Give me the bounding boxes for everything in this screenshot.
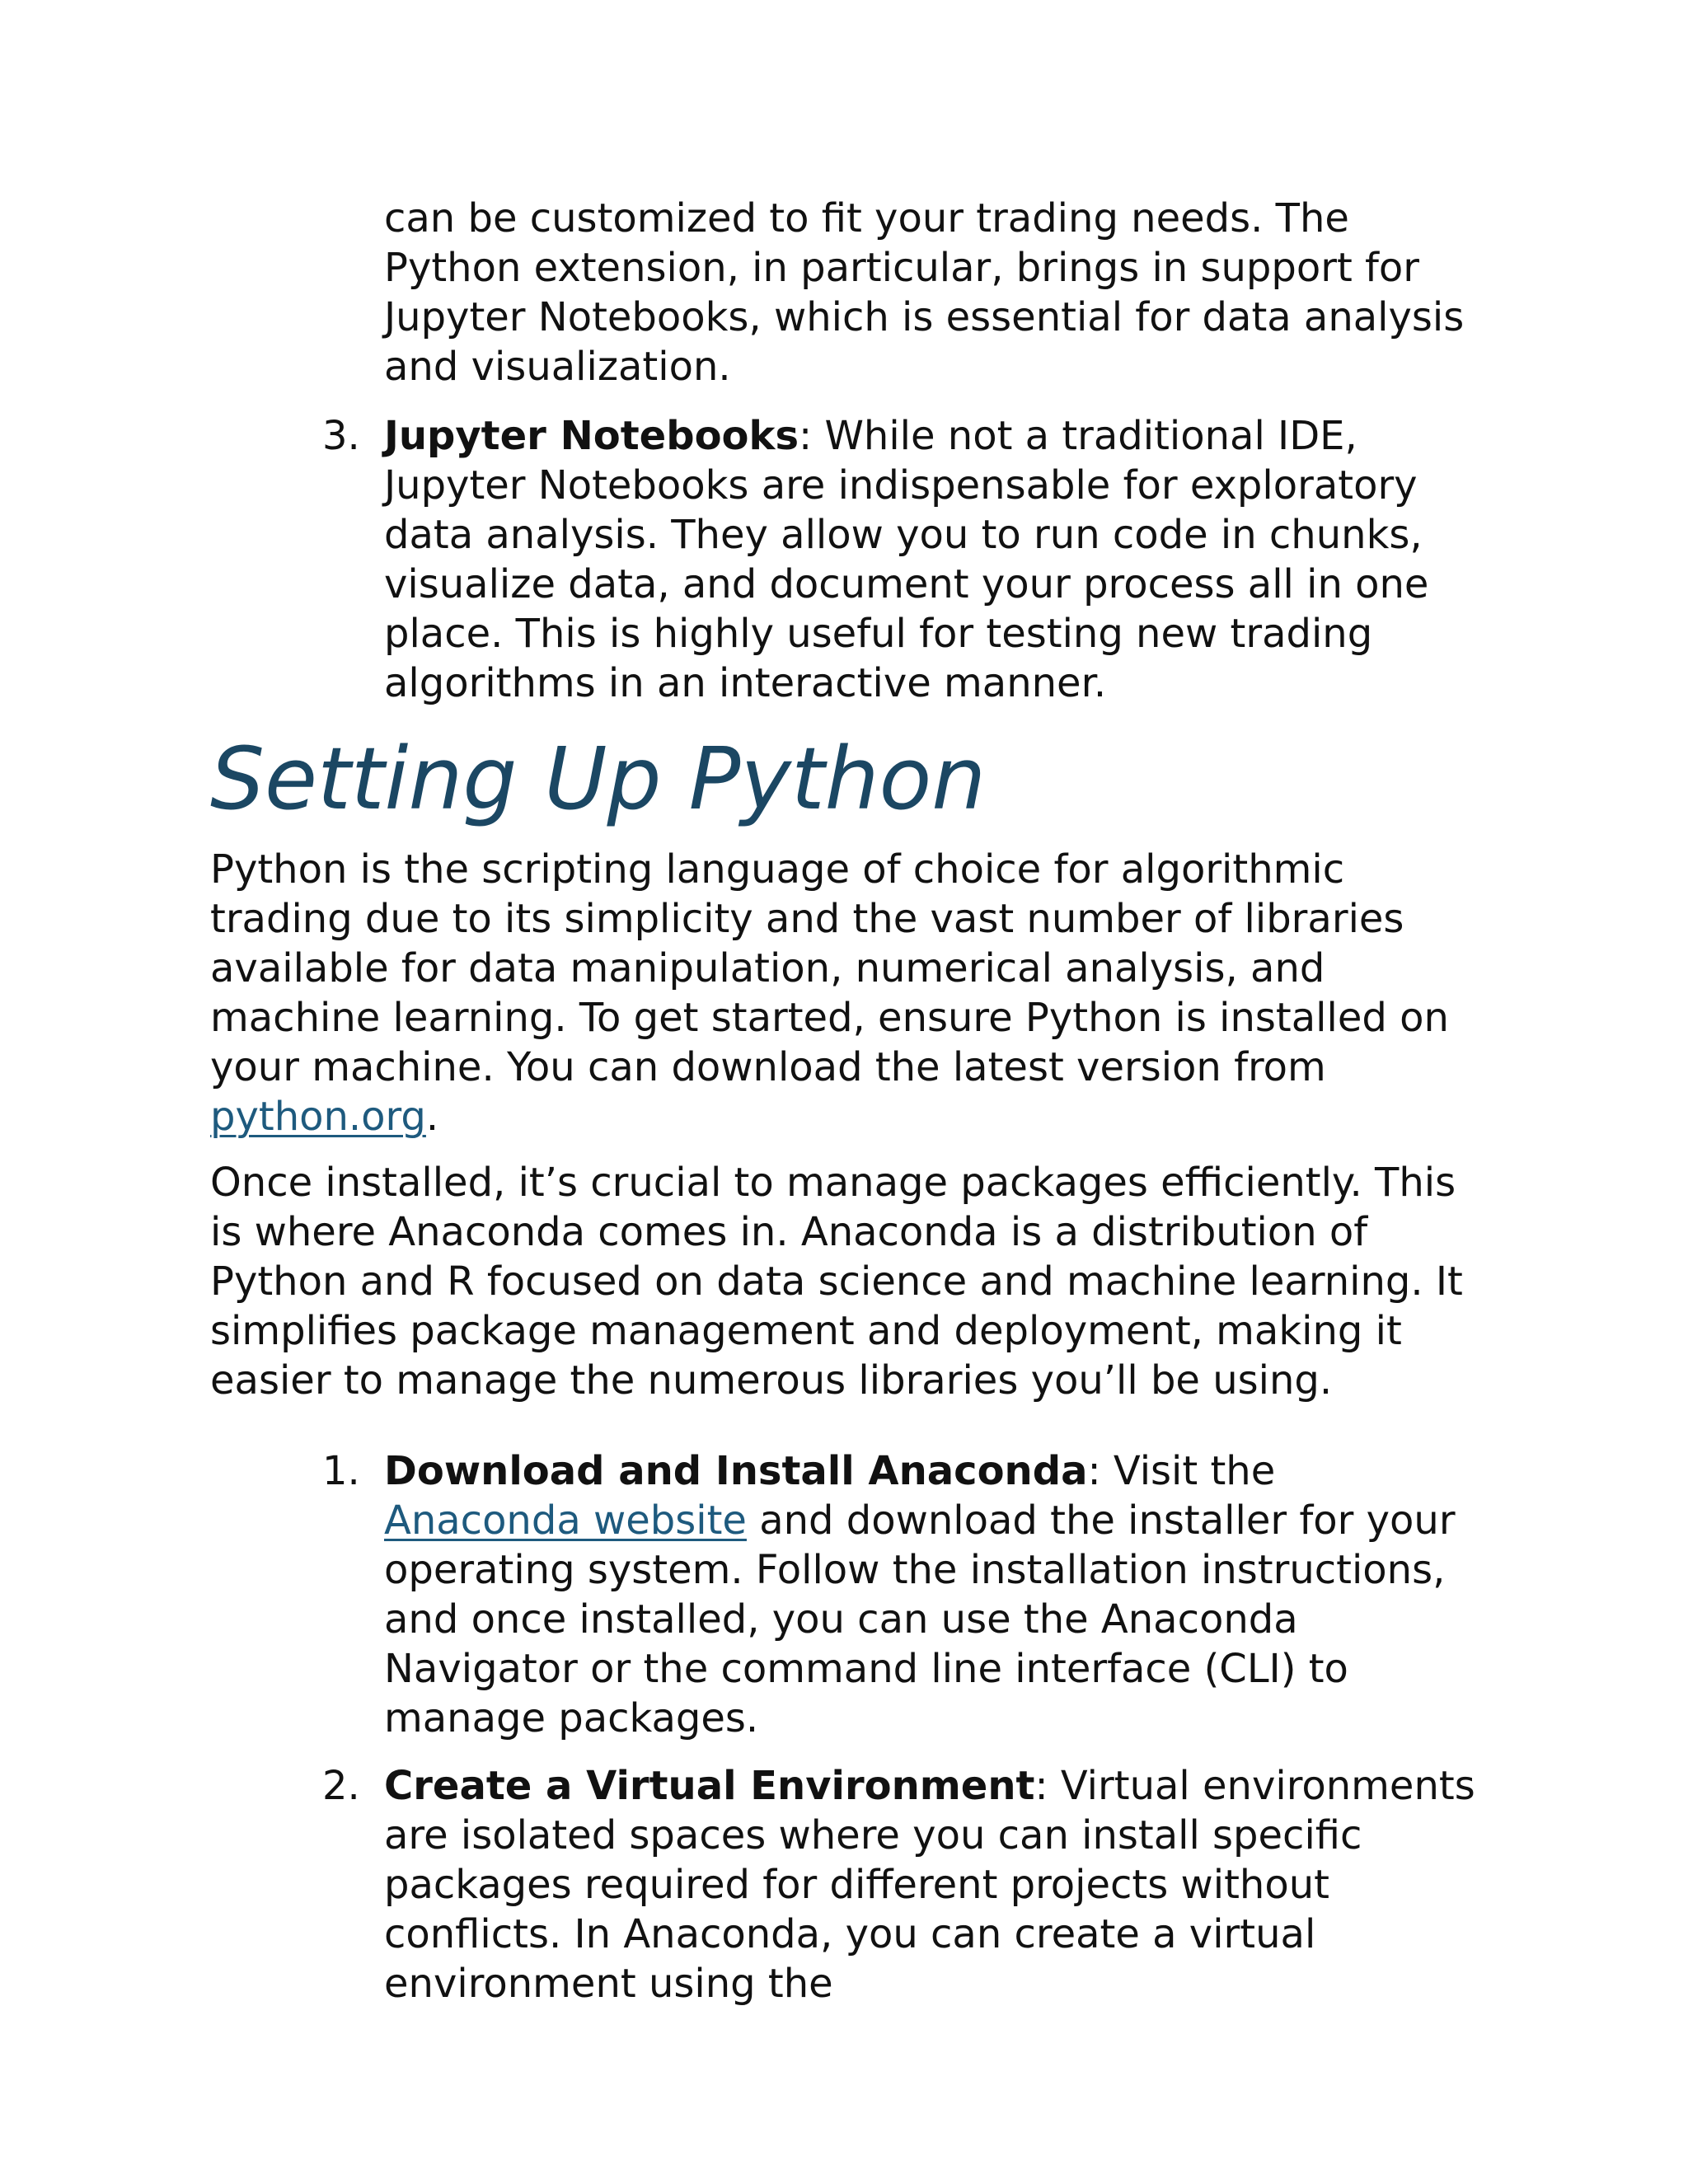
ide-list [210, 194, 1479, 708]
list-number: 1. [322, 1448, 360, 1494]
list-number: 2. [322, 1763, 360, 1809]
section-heading: Setting Up Python [210, 729, 987, 829]
list-item-jupyter [210, 411, 1479, 708]
document-page [210, 194, 1479, 2008]
list-text: and download the installer for your operating system. Follow the installation instructions, and once installed, you can use the Anaconda Navigator or the command line interface (CLI) to manage packages. [384, 1497, 1456, 1741]
python-org-link[interactable]: python.org [210, 1094, 426, 1140]
anaconda-website-link[interactable]: Anaconda website [384, 1497, 747, 1544]
list-number: 3. [322, 413, 360, 459]
list-item-continuation [210, 194, 1479, 391]
list-term: Create a Virtual Environment [384, 1763, 1035, 1809]
list-text: : While not a traditional IDE, Jupyter Notebooks are indispensable for exploratory data analysis. They allow you to run code in chunks, visualize data, and document your process all in one place. This is highly useful for testing new trading algorithms in an interactive manner. [384, 413, 1429, 706]
paragraph-text: . [425, 1094, 439, 1140]
paragraph-text: Python is the scripting language of choice for algorithmic trading due to its simplicity and the vast number of libraries available for data manipulation, numerical analysis, and machine learning. To get started, ensure Python is installed on your machine. You can download the latest version from [210, 846, 1449, 1090]
continuation-text: can be customized to fit your trading needs. The Python extension, in particular, brings in support for Jupyter Notebooks, which is essential for data analysis and visualization. [384, 195, 1465, 390]
list-item-install-anaconda [210, 1446, 1479, 1743]
list-term: Download and Install Anaconda [384, 1448, 1088, 1494]
setup-steps-list [210, 1446, 1479, 2008]
list-text: : Virtual environments are isolated spaces where you can install specific packages required for different projects without conflicts. In Anaconda, you can create a virtual environment using the [384, 1763, 1475, 2007]
list-term: Jupyter Notebooks [384, 413, 799, 459]
list-text: : Visit the [1087, 1448, 1276, 1494]
list-item-virtual-env [210, 1761, 1479, 2008]
paragraph-anaconda: Once installed, it’s crucial to manage packages efficiently. This is where Anaconda comes in. Anaconda is a distribution of Python and R focused on data science and machine learning. It simplifies package management and deployment, making it easier to manage the numerous libraries you’ll be using. [210, 1160, 1463, 1404]
paragraph-python-intro [210, 845, 1479, 1141]
